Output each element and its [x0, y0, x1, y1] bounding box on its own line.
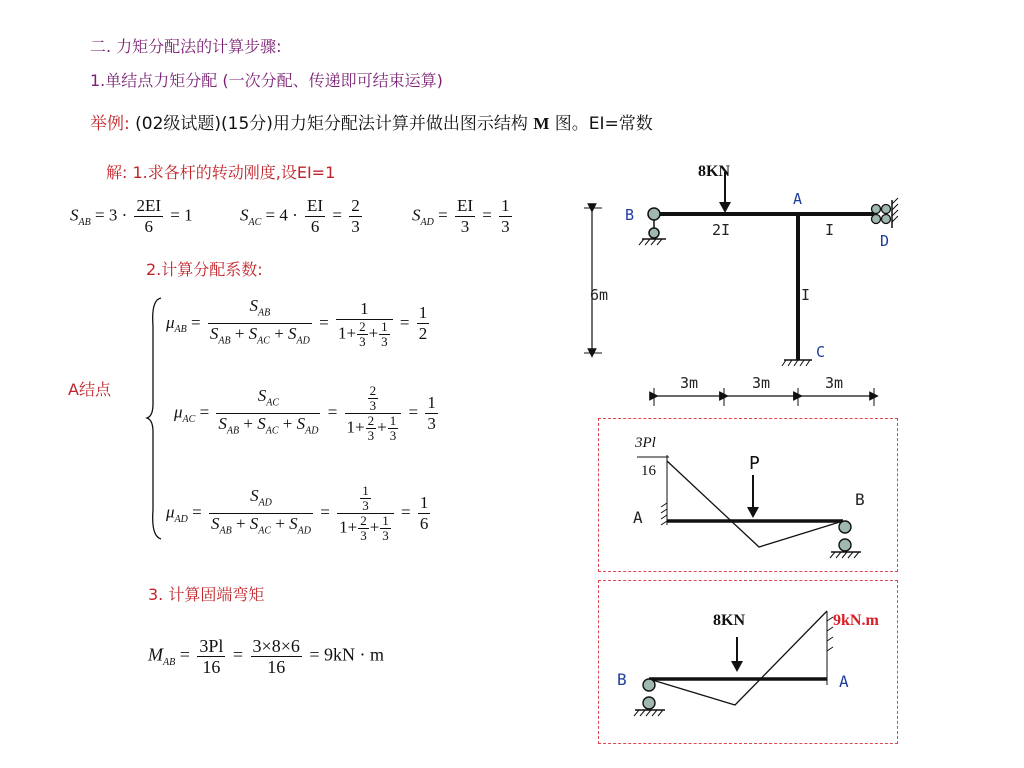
- example-text: (02级试题)(15分)用力矩分配法计算并做出图示结构: [129, 114, 528, 134]
- example-tail: 图。EI=常数: [554, 114, 653, 134]
- mu-ad-formula: $\mu_{AD}$ = $\frac{S_{AD}}{S_{AB} + S_{AC} + S_{AD}}$ = $\frac{1}{3}$ 1+ $\frac{2}{3}$ + $\frac{1}{3}$ = $\frac{1}{6}$: [166, 483, 429, 543]
- moment-diagram-2: [598, 580, 898, 744]
- example-label: 举例:: [90, 114, 130, 134]
- node-c-label: C: [816, 343, 826, 361]
- node-b-label: B: [625, 206, 635, 224]
- load-p-label: P: [749, 453, 760, 474]
- end-b-label: B: [855, 490, 865, 509]
- bar-ad-stiffness: I: [825, 221, 835, 239]
- node-a-label: A结点: [68, 380, 111, 399]
- span2-label: 3m: [752, 374, 771, 392]
- support-d-icon: [872, 205, 881, 214]
- stiffness-ab: $S_{AB} = 3$ · $\frac{2EI}{6}$ = 1: [70, 196, 193, 236]
- node-d-label: D: [880, 232, 890, 250]
- support-b-icon: [648, 208, 660, 220]
- moment-den-label: 16: [641, 463, 656, 479]
- section-subtitle: 1.单结点力矩分配 (一次分配、传递即可结束运算): [90, 71, 443, 90]
- end-a2-label: A: [839, 672, 849, 691]
- end-b2-label: B: [617, 670, 627, 689]
- load-label: 8KN: [698, 163, 730, 180]
- frame-diagram: [570, 150, 910, 410]
- step2-label: 2.计算分配系数:: [146, 260, 263, 279]
- stiffness-ac: $S_{AC} = 4$ · $\frac{EI}{6}$ = $\frac{2}{3}$: [240, 196, 360, 236]
- moment-num-label: 3Pl: [635, 435, 656, 451]
- support-b-icon: [839, 521, 851, 533]
- mu-ac-formula: $\mu_{AC}$ = $\frac{S_{AC}}{S_{AB} + S_{AC} + S_{AD}}$ = $\frac{2}{3}$ 1+ $\frac{2}{3}$ + $\frac{1}{3}$ = $\frac{1}{3}$: [174, 383, 436, 443]
- step1-label: 解: 1.求各杆的转动刚度,设EI=1: [106, 163, 336, 182]
- system-brace: [145, 296, 165, 541]
- span1-label: 3m: [680, 374, 699, 392]
- node-a-label: A: [793, 190, 803, 208]
- example-m: M: [533, 114, 550, 133]
- bar-ac-stiffness: I: [801, 286, 811, 304]
- section-title: 二. 力矩分配法的计算步骤:: [90, 37, 282, 56]
- moment-diagram-1: [598, 418, 898, 572]
- support-b2-icon: [643, 679, 655, 691]
- load-8kn-label: 8KN: [713, 612, 745, 629]
- moment-9knm-label: 9kN.m: [833, 612, 879, 629]
- fixed-end-formula: $M_{AB}$ = $\frac{3Pl}{16}$ = $\frac{3\times 8\times 6}{16}$ = 9kN · m: [148, 636, 385, 677]
- stiffness-ad: $S_{AD}$ = $\frac{EI}{3}$ = $\frac{1}{3}$: [412, 196, 510, 236]
- bar-ab-stiffness: 2I: [712, 221, 731, 239]
- mu-ab-formula: $\mu_{AB}$ = $\frac{S_{AB}}{S_{AB} + S_{AC} + S_{AD}}$ = 1 1+ $\frac{2}{3}$ + $\frac{1}{3}$ = $\frac{1}{2}$: [166, 296, 428, 349]
- step3-label: 3. 计算固端弯矩: [148, 585, 265, 604]
- span3-label: 3m: [825, 374, 844, 392]
- example-line: [90, 109, 653, 134]
- height-label: 6m: [590, 286, 609, 304]
- end-a-label: A: [633, 508, 643, 527]
